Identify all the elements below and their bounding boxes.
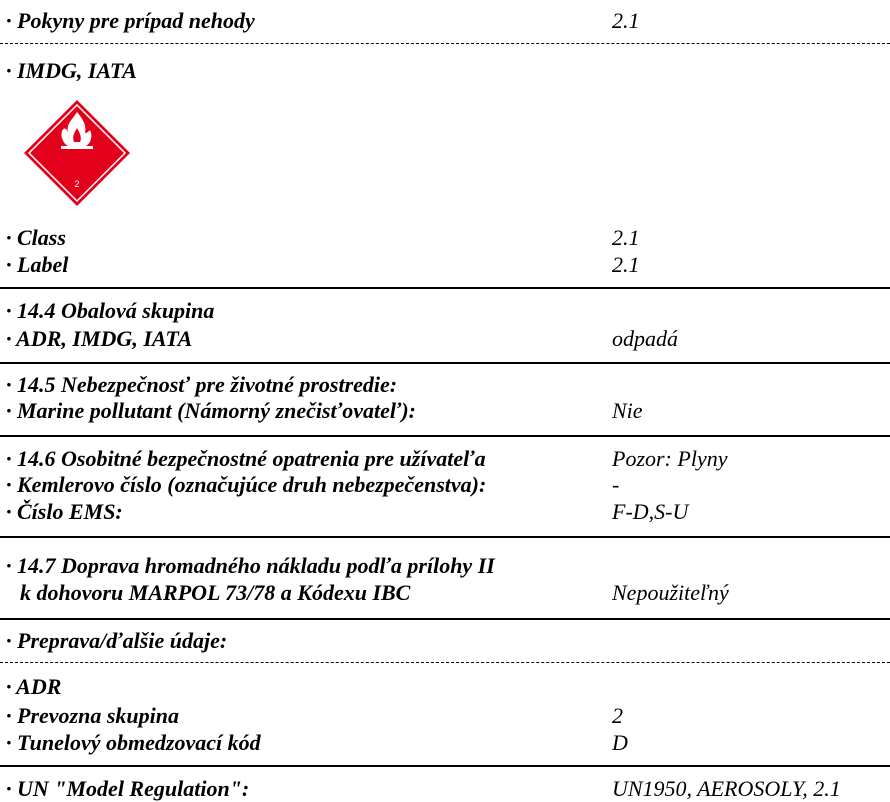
accident-instructions-value: 2.1 xyxy=(612,8,640,33)
marpol-heading-line1: · 14.7 Doprava hromadného nákladu podľa prílohy II xyxy=(6,553,495,578)
tunnel-code-label: · Tunelový obmedzovací kód xyxy=(6,730,261,755)
section-divider xyxy=(0,287,890,289)
section-divider xyxy=(0,362,890,364)
special-precautions-label: · 14.6 Osobitné bezpečnostné opatrenia pre užívateľa xyxy=(6,446,486,471)
kemler-number-value: - xyxy=(612,472,620,497)
un-model-regulation-value: UN1950, AEROSOLY, 2.1 xyxy=(612,776,841,801)
imdg-iata-heading: · IMDG, IATA xyxy=(6,58,137,83)
dashed-divider xyxy=(0,662,890,663)
adr-heading: · ADR xyxy=(6,674,62,699)
flammable-gas-diamond-icon xyxy=(22,98,132,208)
transport-category-value: 2 xyxy=(612,703,623,728)
label-label: · Label xyxy=(6,252,69,277)
class-label: · Class xyxy=(6,225,66,250)
dashed-divider xyxy=(0,43,890,44)
pictogram-class-number: 2 xyxy=(74,179,80,189)
class-value: 2.1 xyxy=(612,225,640,250)
special-precautions-value: Pozor: Plyny xyxy=(612,446,728,471)
marine-pollutant-label: · Marine pollutant (Námorný znečisťovateľ): xyxy=(6,398,416,423)
section-divider xyxy=(0,618,890,620)
un-model-regulation-label: · UN "Model Regulation": xyxy=(6,776,250,801)
ems-number-value: F-D,S-U xyxy=(612,499,689,524)
environmental-hazard-heading: · 14.5 Nebezpečnosť pre životné prostredie: xyxy=(6,372,398,397)
label-value: 2.1 xyxy=(612,252,640,277)
section-divider xyxy=(0,765,890,767)
transport-other-heading: · Preprava/ďalšie údaje: xyxy=(6,628,228,653)
packing-group-heading: · 14.4 Obalová skupina xyxy=(6,298,215,323)
marine-pollutant-value: Nie xyxy=(612,398,643,423)
section-divider xyxy=(0,536,890,538)
section-divider xyxy=(0,435,890,437)
transport-category-label: · Prevozna skupina xyxy=(6,703,179,728)
marpol-heading-line2: k dohovoru MARPOL 73/78 a Kódexu IBC xyxy=(20,580,411,605)
packing-group-value: odpadá xyxy=(612,326,678,351)
tunnel-code-value: D xyxy=(612,730,628,755)
packing-group-label: · ADR, IMDG, IATA xyxy=(6,326,193,351)
kemler-number-label: · Kemlerovo číslo (označujúce druh nebezpečenstva): xyxy=(6,472,487,497)
marpol-value: Nepoužiteľný xyxy=(612,580,729,605)
accident-instructions-label: · Pokyny pre prípad nehody xyxy=(6,8,255,33)
ems-number-label: · Číslo EMS: xyxy=(6,499,123,524)
